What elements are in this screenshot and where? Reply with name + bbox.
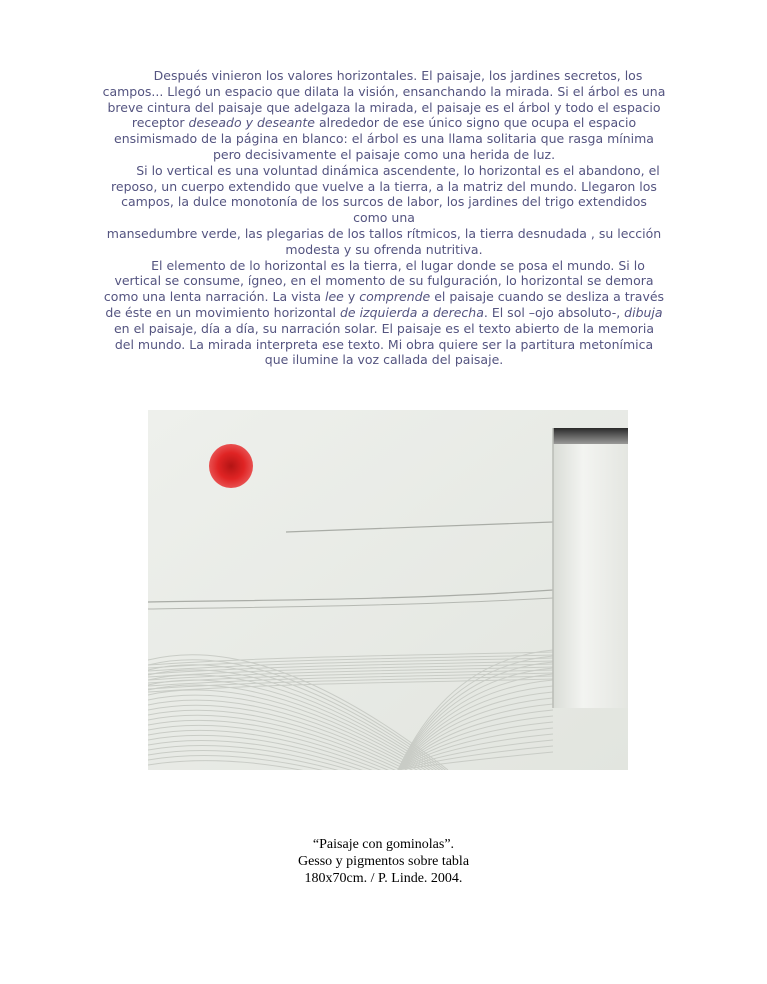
essay-fragment: receptor [131, 115, 189, 131]
caption-technique: Gesso y pigmentos sobre tabla [297, 854, 470, 869]
essay-emphasis: lee [325, 289, 344, 305]
essay-fragment: ensimismado de la página en blanco: el árbol es una llama solitaria que rasga mínima [114, 131, 654, 147]
essay-fragment: campos, la dulce monotonía de los surcos de labor, los jardines del trigo extendidos [121, 194, 647, 210]
essay-line [84, 68, 684, 84]
essay-fragment: en el paisaje, día a día, su narración solar. El paisaje es el texto abierto de la memoria [113, 320, 654, 336]
essay-emphasis: de izquierda a derecha [339, 304, 484, 320]
essay-line [84, 273, 684, 289]
artwork-caption [0, 836, 767, 887]
caption-details: 180x70cm. / P. Linde. 2004. [304, 871, 463, 886]
essay-line [84, 194, 684, 210]
essay-fragment: El elemento de lo horizontal es la tierra, el lugar donde se posa el mundo. Si lo [151, 257, 645, 273]
essay-line [84, 131, 684, 147]
essay-fragment: de éste en un movimiento horizontal [105, 304, 340, 320]
artwork-image [148, 410, 628, 770]
essay-line [84, 179, 684, 195]
essay-line [84, 147, 684, 163]
essay-line [84, 242, 684, 258]
essay-emphasis: dibuja [624, 304, 663, 320]
essay-line [84, 321, 684, 337]
essay-fragment: modesta y su ofrenda nutritiva. [285, 241, 483, 257]
essay-fragment: y [343, 289, 360, 305]
vertical-block-top [553, 428, 628, 444]
sun-icon [209, 444, 253, 488]
essay-fragment: Después vinieron los valores horizontales. El paisaje, los jardines secretos, los [153, 68, 643, 83]
essay-line [84, 163, 684, 179]
vertical-block [553, 428, 628, 708]
essay-line [84, 305, 684, 321]
essay-fragment: . El sol –ojo absoluto-, [483, 304, 625, 320]
essay-fragment: breve cintura del paisaje que adelgaza la mirada, el paisaje es el árbol y todo el espacio [107, 99, 661, 115]
essay-fragment: el paisaje cuando se desliza a través [430, 289, 665, 305]
essay-line [84, 115, 684, 131]
essay-line [84, 84, 684, 100]
caption-title: “Paisaje con gominolas”. [312, 837, 455, 852]
essay-line [84, 337, 684, 353]
essay-fragment: alrededor de ese único signo que ocupa el espacio [314, 115, 637, 131]
essay-line [84, 289, 684, 305]
essay-fragment: que ilumine la voz callada del paisaje. [264, 352, 504, 368]
essay-fragment: como una [353, 210, 415, 226]
essay-fragment: pero decisivamente el paisaje como una herida de luz. [212, 146, 556, 162]
essay-emphasis: comprende [359, 289, 431, 305]
essay-fragment: reposo, un cuerpo extendido que vuelve a la tierra, a la matriz del mundo. Llegaron los [111, 178, 657, 194]
essay-emphasis: deseado y deseante [188, 115, 315, 131]
essay-fragment: del mundo. La mirada interpreta ese texto. Mi obra quiere ser la partitura metonímica [114, 336, 654, 352]
essay-line [84, 226, 684, 242]
essay-line [84, 352, 684, 368]
essay-text [84, 68, 684, 368]
essay-line [84, 258, 684, 274]
essay-fragment: mansedumbre verde, las plegarias de los tallos rítmicos, la tierra desnudada , su lección [106, 225, 662, 241]
essay-line [84, 100, 684, 116]
essay-fragment: vertical se consume, ígneo, en el momento de su fulguración, lo horizontal se demora [114, 273, 654, 289]
essay-fragment: campos... Llegó un espacio que dilata la visión, ensanchando la mirada. Si el árbol es una [102, 83, 666, 99]
essay-line [84, 210, 684, 226]
essay-fragment: Si lo vertical es una voluntad dinámica ascendente, lo horizontal es el abandono, el [136, 162, 660, 178]
essay-fragment: como una lenta narración. La vista [103, 289, 326, 305]
